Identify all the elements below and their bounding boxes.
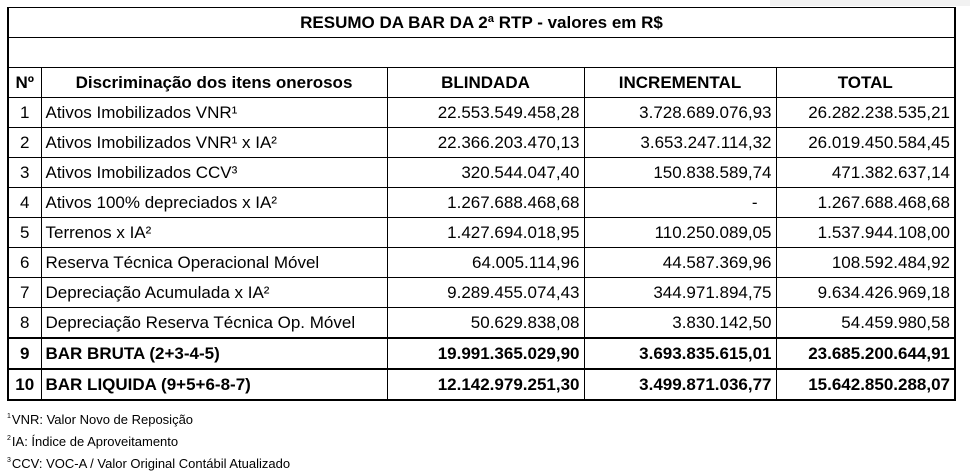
row-number: 10 [8,369,41,400]
row-description: BAR LIQUIDA (9+5+6-8-7) [41,369,387,400]
footnote-mark: 3 [7,457,11,464]
row-incremental-value: 344.971.894,75 [584,278,776,308]
header-blindada: BLINDADA [387,68,584,98]
row-description: Ativos 100% depreciados x IA² [41,188,387,218]
header-num: Nº [8,68,41,98]
row-total-value: 26.019.450.584,45 [776,128,955,158]
row-incremental-value: 110.250.089,05 [584,218,776,248]
row-total-value: 1.537.944.108,00 [776,218,955,248]
row-description: BAR BRUTA (2+3-4-5) [41,338,387,369]
row-total-value: 15.642.850.288,07 [776,369,955,400]
row-description: Terrenos x IA² [41,218,387,248]
spacer-row [8,38,955,68]
table-body [8,98,955,401]
footnote-mark: 1 [7,413,11,420]
row-total-value: 9.634.426.969,18 [776,278,955,308]
table-row [8,308,955,339]
row-blindada-value: 9.289.455.074,43 [387,278,584,308]
table-row [8,98,955,128]
row-number: 9 [8,338,41,369]
row-number: 4 [8,188,41,218]
header-desc: Discriminação dos itens onerosos [41,68,387,98]
table-row [8,278,955,308]
table-title: RESUMO DA BAR DA 2ª RTP - valores em R$ [8,8,955,38]
table-row [8,218,955,248]
row-number: 5 [8,218,41,248]
header-incremental: INCREMENTAL [584,68,776,98]
footnote-text: CCV: VOC-A / Valor Original Contábil Atualizado [11,456,291,471]
row-description: Ativos Imobilizados VNR¹ [41,98,387,128]
row-blindada-value: 64.005.114,96 [387,248,584,278]
header-total: TOTAL [776,68,955,98]
footnote [7,451,954,473]
row-blindada-value: 50.629.838,08 [387,308,584,339]
row-description: Depreciação Acumulada x IA² [41,278,387,308]
row-number: 8 [8,308,41,339]
row-description: Depreciação Reserva Técnica Op. Móvel [41,308,387,339]
row-blindada-value: 1.427.694.018,95 [387,218,584,248]
footnote-mark: 2 [7,435,11,442]
table-row [8,188,955,218]
row-incremental-value: 44.587.369,96 [584,248,776,278]
row-number: 1 [8,98,41,128]
row-total-value: 54.459.980,58 [776,308,955,339]
row-total-value: 26.282.238.535,21 [776,98,955,128]
table-row [8,158,955,188]
row-description: Ativos Imobilizados VNR¹ x IA² [41,128,387,158]
row-incremental-value: 3.653.247.114,32 [584,128,776,158]
row-number: 3 [8,158,41,188]
footnote-text: IA: Índice de Aproveitamento [11,434,179,449]
footnote [7,429,954,451]
row-total-value: 108.592.484,92 [776,248,955,278]
row-incremental-value: 3.499.871.036,77 [584,369,776,400]
row-total-value: 1.267.688.468,68 [776,188,955,218]
row-incremental-value: 3.830.142,50 [584,308,776,339]
table-row [8,248,955,278]
row-incremental-value: - [584,188,776,218]
row-blindada-value: 12.142.979.251,30 [387,369,584,400]
row-total-value: 471.382.637,14 [776,158,955,188]
footnote [7,407,954,429]
row-number: 6 [8,248,41,278]
table-row [8,369,955,400]
row-blindada-value: 1.267.688.468,68 [387,188,584,218]
row-description: Reserva Técnica Operacional Móvel [41,248,387,278]
row-incremental-value: 3.728.689.076,93 [584,98,776,128]
row-description: Ativos Imobilizados CCV³ [41,158,387,188]
footnotes [7,407,954,473]
row-incremental-value: 150.838.589,74 [584,158,776,188]
rtp-summary-table [7,7,956,401]
summary-document [7,7,954,473]
row-blindada-value: 22.366.203.470,13 [387,128,584,158]
footnote-text: VNR: Valor Novo de Reposição [11,412,194,427]
top-edge-strip [770,0,970,6]
row-total-value: 23.685.200.644,91 [776,338,955,369]
row-number: 7 [8,278,41,308]
row-blindada-value: 22.553.549.458,28 [387,98,584,128]
row-blindada-value: 19.991.365.029,90 [387,338,584,369]
table-row [8,128,955,158]
table-row [8,338,955,369]
row-incremental-value: 3.693.835.615,01 [584,338,776,369]
row-number: 2 [8,128,41,158]
row-blindada-value: 320.544.047,40 [387,158,584,188]
title-row [8,8,955,38]
header-row [8,68,955,98]
